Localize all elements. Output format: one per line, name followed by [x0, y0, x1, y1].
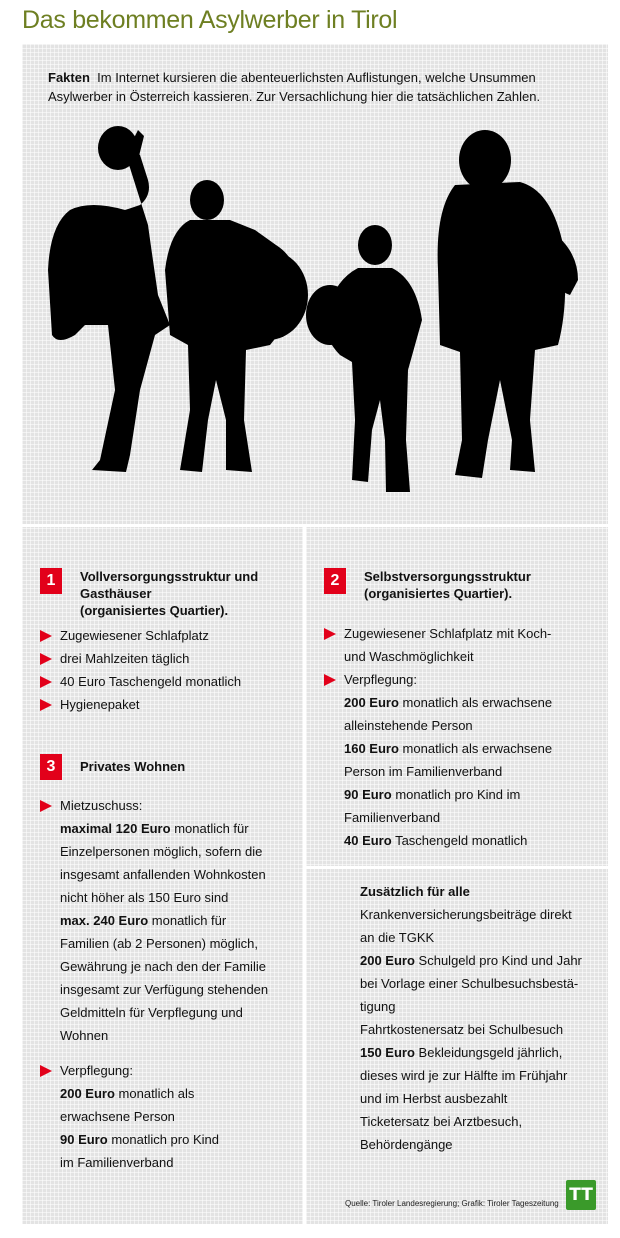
- text-line: monatlich als: [118, 1086, 195, 1101]
- text-line: Gewährung je nach den der Familie: [60, 959, 266, 974]
- section-3-heading-text: Privates Wohnen: [80, 759, 186, 774]
- section-1-full-care: [40, 568, 298, 716]
- bullet-arrow-icon: [40, 676, 52, 688]
- list-item: [324, 668, 604, 691]
- facts-label: Fakten: [48, 70, 90, 85]
- text-line: Einzelpersonen möglich, sofern die: [60, 844, 263, 859]
- text-line: Wohnen: [60, 1028, 109, 1043]
- bullet-arrow-icon: [40, 1065, 52, 1077]
- list-item-text: Zugewiesener Schlafplatz mit Koch-: [344, 626, 552, 641]
- facts-text: Im Internet kursieren die abenteuerlichsten Auflistungen, welche Unsummen Asylwerber in Österreich kassieren. Zur Versachlichung hier die tatsächlichen Zahlen.: [48, 70, 541, 104]
- family-silhouette-image: [30, 120, 600, 525]
- section-2-heading-line: Selbstversorgungsstruktur: [364, 569, 531, 584]
- text-line: Ticketersatz bei Arztbesuch,: [360, 1114, 523, 1129]
- amount: 40 Euro: [344, 833, 392, 848]
- list-item: [40, 693, 298, 716]
- list-item-text: Zugewiesener Schlafplatz: [60, 628, 209, 643]
- amount: 200 Euro: [360, 953, 415, 968]
- list-item: [324, 622, 604, 645]
- text-line: und Waschmöglichkeit: [344, 649, 474, 664]
- text-line: bei Vorlage einer Schulbesuchsbestä-: [360, 976, 579, 991]
- text-line: dieses wird je zur Hälfte im Frühjahr: [360, 1068, 568, 1083]
- text-line: Krankenversicherungsbeiträge direkt: [360, 907, 572, 922]
- text-line: insgesamt anfallenden Wohnkosten: [60, 867, 266, 882]
- bullet-arrow-icon: [324, 674, 336, 686]
- amount: 90 Euro: [344, 787, 392, 802]
- bullet-arrow-icon: [40, 630, 52, 642]
- section-3-number: 3: [40, 754, 62, 780]
- amount: max. 240 Euro: [60, 913, 149, 928]
- list-item-text: Hygienepaket: [60, 697, 140, 712]
- list-item-text: 40 Euro Taschengeld monatlich: [60, 674, 242, 689]
- right-column-divider: [306, 866, 608, 869]
- bullet-arrow-icon: [40, 699, 52, 711]
- text-line: alleinstehende Person: [344, 718, 473, 733]
- text-line: Person im Familienverband: [344, 764, 503, 779]
- vertical-divider: [303, 527, 306, 1224]
- text-line: monatlich für: [151, 913, 227, 928]
- amount: maximal 120 Euro: [60, 821, 171, 836]
- list-item: [40, 670, 298, 693]
- section-3-private-housing: [40, 754, 298, 1174]
- list-item-text: Mietzuschuss:: [60, 798, 143, 813]
- text-line: Bekleidungsgeld jährlich,: [418, 1045, 563, 1060]
- text-line: Familien (ab 2 Personen) möglich,: [60, 936, 258, 951]
- amount: 200 Euro: [344, 695, 399, 710]
- section-3-heading: [40, 754, 298, 780]
- text-line: Fahrtkostenersatz bei Schulbesuch: [360, 1022, 564, 1037]
- list-item-text: Verpflegung:: [344, 672, 418, 687]
- text-line: insgesamt zur Verfügung stehenden: [60, 982, 269, 997]
- section-2-self-catering: [324, 568, 604, 852]
- text-line: Familienverband: [344, 810, 441, 825]
- section-1-heading-line: (organisiertes Quartier).: [80, 603, 229, 618]
- additional-for-all: [360, 880, 604, 1156]
- silhouette-teen: [165, 180, 308, 472]
- list-item: [40, 647, 298, 670]
- section-1-heading: [40, 568, 298, 619]
- list-item-text: drei Mahlzeiten täglich: [60, 651, 190, 666]
- text-line: Schulgeld pro Kind und Jahr: [418, 953, 582, 968]
- list-item: [40, 794, 298, 817]
- text-line: erwachsene Person: [60, 1109, 175, 1124]
- list-item: [40, 624, 298, 647]
- page-title: Das bekommen Asylwerber in Tirol: [22, 6, 398, 34]
- additional-heading: Zusätzlich für alle: [360, 884, 470, 899]
- bullet-arrow-icon: [40, 653, 52, 665]
- text-line: Taschengeld monatlich: [395, 833, 528, 848]
- section-2-number: 2: [324, 568, 346, 594]
- silhouette-adult-left: [48, 126, 170, 472]
- text-line: Geldmitteln für Verpflegung und: [60, 1005, 243, 1020]
- text-line: monatlich als erwachsene: [402, 741, 553, 756]
- silhouette-adult-right: [438, 130, 578, 478]
- text-line: im Familienverband: [60, 1155, 174, 1170]
- bullet-arrow-icon: [40, 800, 52, 812]
- bullet-arrow-icon: [324, 628, 336, 640]
- text-line: und im Herbst ausbezahlt: [360, 1091, 508, 1106]
- text-line: Behördengänge: [360, 1137, 453, 1152]
- section-1-heading-line: Gasthäuser: [80, 586, 152, 601]
- source-credit: Quelle: Tiroler Landesregierung; Grafik: Tiroler Tageszeitung: [345, 1199, 559, 1208]
- list-item-text: Verpflegung:: [60, 1063, 134, 1078]
- list-item: [40, 1059, 298, 1082]
- facts-paragraph: [48, 68, 593, 106]
- section-1-heading-line: Vollversorgungsstruktur und: [80, 569, 259, 584]
- section-2-heading: [324, 568, 604, 602]
- amount: 160 Euro: [344, 741, 399, 756]
- section-2-heading-line: (organisiertes Quartier).: [364, 586, 513, 601]
- text-line: monatlich als erwachsene: [402, 695, 553, 710]
- amount: 150 Euro: [360, 1045, 415, 1060]
- section-1-number: 1: [40, 568, 62, 594]
- text-line: nicht höher als 150 Euro sind: [60, 890, 229, 905]
- text-line: monatlich pro Kind: [111, 1132, 219, 1147]
- silhouette-child: [306, 225, 422, 492]
- text-line: tigung: [360, 999, 396, 1014]
- tt-logo: TT: [566, 1180, 596, 1210]
- text-line: monatlich pro Kind im: [395, 787, 521, 802]
- text-line: monatlich für: [174, 821, 249, 836]
- amount: 90 Euro: [60, 1132, 108, 1147]
- amount: 200 Euro: [60, 1086, 115, 1101]
- text-line: an die TGKK: [360, 930, 435, 945]
